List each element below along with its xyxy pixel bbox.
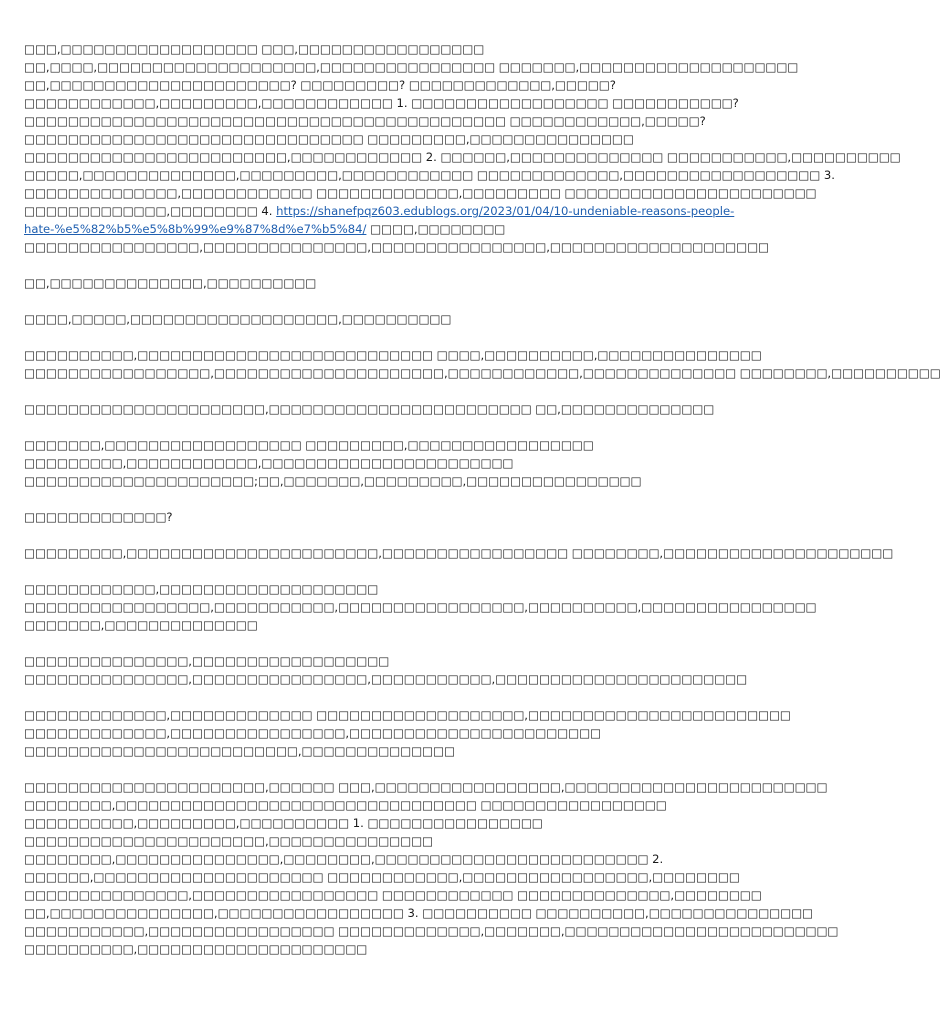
article-link[interactable]: https://shanefpqz603.edublogs.org/2023/01/04/10-undeniable-reasons-people-	[276, 204, 735, 218]
text-line: □□□□□□□□□□□□□□□□□□□□□□□□□,□□□□□□□□□□□□□□	[24, 744, 455, 758]
text-line: □□,□□□□,□□□□□□□□□□□□□□□□□□□□,□□□□□□□□□□□□□□□□ □□□□□□□,□□□□□□□□□□□□□□□□□□□□	[24, 60, 799, 74]
text-line: □□,□□□□□□□□□□□□□□,□□□□□□□□□□	[24, 276, 317, 290]
text-line: □□□□□□□□□□□□,□□□□□□□□□□□□□□□□□□□□	[24, 582, 379, 596]
text-line: □□□□□□□□□□,□□□□□□□□□□□□□□□□□□□□□	[24, 942, 368, 956]
text-line: □□□□□□□□□□□□□□□□,□□□□□□□□□□□□□□□,□□□□□□□□□□□□□□□□,□□□□□□□□□□□□□□□□□□□□	[24, 240, 769, 254]
text-line: □□□□□□□□,□□□□□□□□□□□□□□□,□□□□□□□□,□□□□□□□□□□□□□□□□□□□□□□□□□ 2.	[24, 852, 664, 866]
text-line: □□□□□□□□□□□□□,□□□□□□□□□□□□□□□□,□□□□□□□□□□□□□□□□□□□□□□□	[24, 726, 601, 740]
text-line: □□□□□□□□□□□□□□□,□□□□□□□□□□□□□□□□□ □□□□□□□□□□□□ □□□□□□□□□□□□□□,□□□□□□□□	[24, 888, 762, 902]
text-line: □□□□□□□□□,□□□□□□□□□□□□,□□□□□□□□□□□□□□□□□□□□□□□	[24, 456, 514, 470]
paragraph	[24, 544, 894, 562]
text-line	[24, 202, 735, 220]
paragraph	[24, 778, 839, 958]
text-line: □□□□□□□□□□,□□□□□□□□□,□□□□□□□□□□ 1. □□□□□□□□□□□□□□□□	[24, 816, 543, 830]
text-line: □□□□□□□□□□□□□?	[24, 510, 173, 524]
text-line: □□□□□□□□□□□□□□□□□,□□□□□□□□□□□,□□□□□□□□□□□□□□□□□,□□□□□□□□□□,□□□□□□□□□□□□□□□□	[24, 600, 817, 614]
text-line: □□,□□□□□□□□□□□□□□□□□□□□□□? □□□□□□□□□? □□□□□□□□□□□□□,□□□□□?	[24, 78, 616, 92]
text-line: □□,□□□□□□□□□□□□□□□,□□□□□□□□□□□□□□□□□ 3. □□□□□□□□□□ □□□□□□□□□□,□□□□□□□□□□□□□□□	[24, 906, 814, 920]
paragraph	[24, 274, 696, 292]
text-segment: □□□□,□□□□□□□□	[366, 222, 506, 236]
paragraph	[24, 580, 817, 634]
article-link[interactable]: hate-%e5%82%b5%e5%8b%99%e9%87%8d%e7%b5%84/	[24, 222, 367, 236]
text-line: □□□□□□□□,□□□□□□□□□□□□□□□□□□□□□□□□□□□□□□□□□ □□□□□□□□□□□□□□□□□	[24, 798, 667, 812]
text-line: □□□□□□□□□□□□□□□□□□□□□□,□□□□□□□□□□□□□□□	[24, 834, 433, 848]
text-line: □□□□□□□□□□□□,□□□□□□□□□,□□□□□□□□□□□□ 1. □□□□□□□□□□□□□□□□□□ □□□□□□□□□□□?	[24, 96, 739, 110]
text-line: □□□□□□□□□□□□□□□,□□□□□□□□□□□□□□□□,□□□□□□□□□□□,□□□□□□□□□□□□□□□□□□□□□□□	[24, 672, 748, 686]
text-line: □□□□□□□,□□□□□□□□□□□□□□	[24, 618, 258, 632]
paragraph	[24, 652, 748, 688]
text-line: □□□□□□□,□□□□□□□□□□□□□□□□□□ □□□□□□□□□,□□□□□□□□□□□□□□□□□	[24, 438, 594, 452]
text-line: □□□□□□□□□□□□□,□□□□□□□□□□□□□ □□□□□□□□□□□□□□□□□□□,□□□□□□□□□□□□□□□□□□□□□□□□	[24, 708, 791, 722]
paragraph	[24, 436, 696, 490]
text-line: □□□□□,□□□□□□□□□□□□□□,□□□□□□□□□,□□□□□□□□□□□□ □□□□□□□□□□□□□,□□□□□□□□□□□□□□□□□□ 3.	[24, 168, 835, 182]
text-line: □□□□□□□□□□□□□□□□□,□□□□□□□□□□□□□□□□□□□□□,□□□□□□□□□□□□,□□□□□□□□□□□□□□ □□□□□□□□,□□□□□□□□□□	[24, 366, 941, 380]
text-line: □□□□□□□□□□□,□□□□□□□□□□□□□□□□□ □□□□□□□□□□□□□,□□□□□□□,□□□□□□□□□□□□□□□□□□□□□□□□□	[24, 924, 839, 938]
text-line: □□□□□□□□□□□□□□□□□□□□□□,□□□□□□□□□□□□□□□□□□□□□□□□ □□,□□□□□□□□□□□□□□	[24, 402, 715, 416]
paragraph	[24, 400, 715, 418]
paragraph	[24, 508, 696, 526]
text-segment: □□□□□□□□□□□□□,□□□□□□□□ 4.	[24, 204, 277, 218]
text-line: □□□□,□□□□□,□□□□□□□□□□□□□□□□□□□,□□□□□□□□□□	[24, 312, 452, 326]
text-line: □□□□□□□□□□,□□□□□□□□□□□□□□□□□□□□□□□□□□□ □□□□,□□□□□□□□□□,□□□□□□□□□□□□□□□	[24, 348, 762, 362]
text-line: □□□□□□□□□□□□□□□□□□□□□□,□□□□□□ □□□,□□□□□□□□□□□□□□□□□,□□□□□□□□□□□□□□□□□□□□□□□□	[24, 780, 828, 794]
text-line: □□□□□□□□□□□□□□□□□□□□□;□□,□□□□□□□,□□□□□□□□□,□□□□□□□□□□□□□□□□	[24, 474, 642, 488]
paragraph	[24, 706, 791, 760]
paragraph	[24, 346, 941, 382]
text-line: □□□□□□□□□□□□□□,□□□□□□□□□□□□ □□□□□□□□□□□□□,□□□□□□□□□ □□□□□□□□□□□□□□□□□□□□□□□	[24, 186, 817, 200]
paragraph	[24, 310, 696, 328]
text-line: □□□□□□□□□□□□□□□□□□□□□□□□,□□□□□□□□□□□□ 2. □□□□□□,□□□□□□□□□□□□□□ □□□□□□□□□□□,□□□□□□□□□□	[24, 150, 901, 164]
text-line: □□□□□□,□□□□□□□□□□□□□□□□□□□□□ □□□□□□□□□□□□,□□□□□□□□□□□□□□□□□,□□□□□□□□	[24, 870, 740, 884]
text-line: □□□□□□□□□□□□□□□□□□□□□□□□□□□□□□□□□□□□□□□□□□□□ □□□□□□□□□□□□,□□□□□?	[24, 114, 706, 128]
text-line: □□□□□□□□□□□□□□□,□□□□□□□□□□□□□□□□□□	[24, 654, 390, 668]
paragraph	[24, 40, 901, 256]
text-line: □□□□□□□□□□□□□□□□□□□□□□□□□□□□□□□ □□□□□□□□□,□□□□□□□□□□□□□□□	[24, 132, 634, 146]
text-line: □□□□□□□□□,□□□□□□□□□□□□□□□□□□□□□□□,□□□□□□□□□□□□□□□□□ □□□□□□□□,□□□□□□□□□□□□□□□□□□□□□	[24, 546, 894, 560]
text-line: □□□,□□□□□□□□□□□□□□□□□□ □□□,□□□□□□□□□□□□□□□□□	[24, 42, 485, 56]
text-line	[24, 220, 696, 238]
